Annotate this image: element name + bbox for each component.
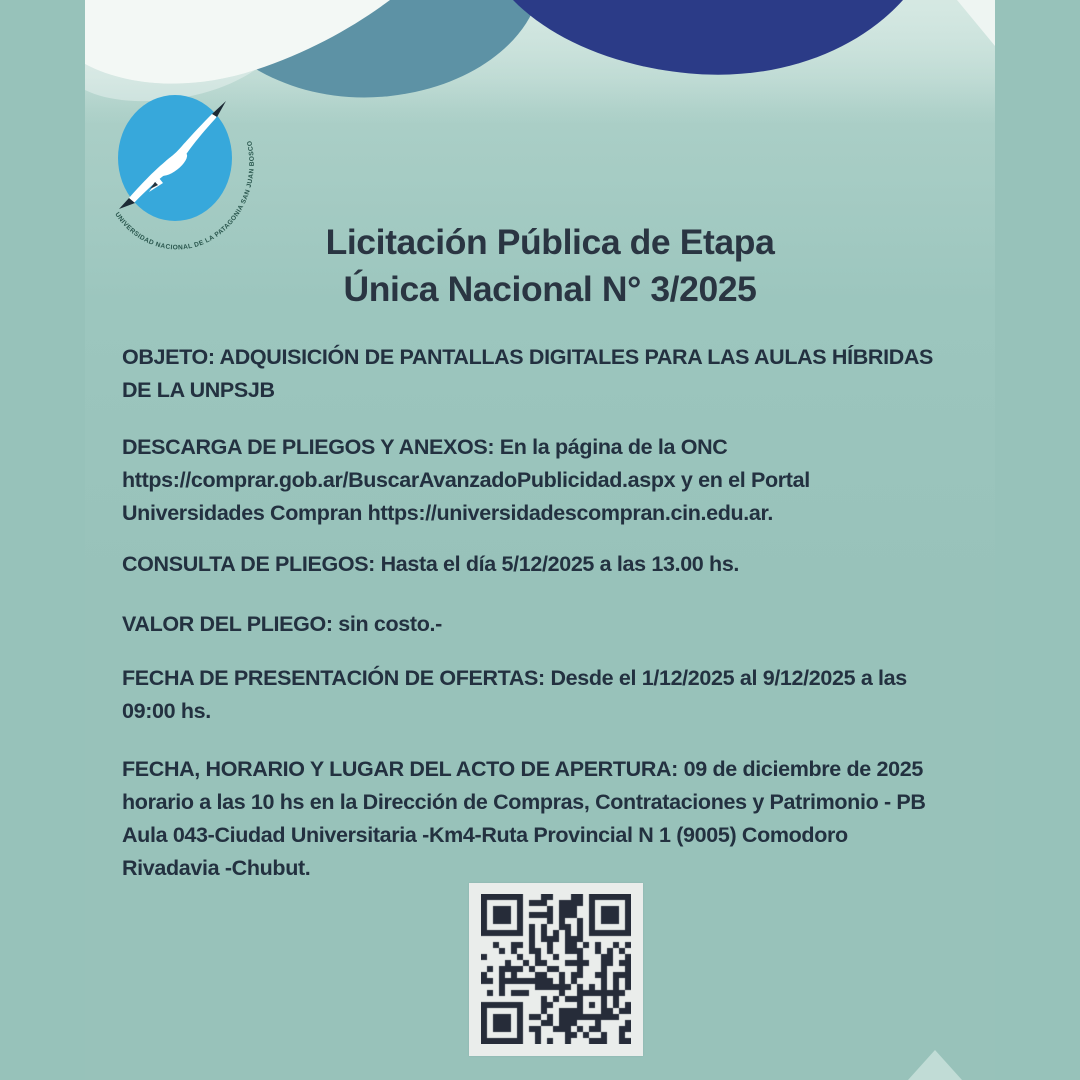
paragraph-line: FECHA, HORARIO Y LUGAR DEL ACTO DE APERTURA: 09 de diciembre de 2025: [122, 757, 923, 781]
paragraph-line: VALOR DEL PLIEGO: sin costo.-: [122, 612, 442, 636]
title-line-2: Única Nacional N° 3/2025: [343, 269, 757, 309]
paragraph-line: FECHA DE PRESENTACIÓN DE OFERTAS: Desde el 1/12/2025 al 9/12/2025 a las: [122, 666, 907, 690]
paragraph: [122, 608, 970, 641]
bottom-light-triangle: [908, 1050, 962, 1080]
paragraph-line: DESCARGA DE PLIEGOS Y ANEXOS: En la página de la ONC: [122, 435, 728, 459]
logo-ring-text: UNIVERSIDAD NACIONAL DE LA PATAGONIA SAN JUAN BOSCO: [113, 139, 256, 251]
paragraph: [122, 662, 970, 728]
paragraph-line: horario a las 10 hs en la Dirección de Compras, Contrataciones y Patrimonio - PB: [122, 790, 926, 814]
paragraph: [122, 431, 970, 530]
paragraph: [122, 548, 970, 581]
poster: [85, 0, 995, 1080]
paragraph: [122, 341, 970, 407]
paragraph-line: 09:00 hs.: [122, 699, 211, 723]
paragraph-line: Rivadavia -Chubut.: [122, 856, 311, 880]
title-line-1: Licitación Pública de Etapa: [325, 222, 775, 262]
paragraph-line: DE LA UNPSJB: [122, 378, 275, 402]
paragraph-line: OBJETO: ADQUISICIÓN DE PANTALLAS DIGITALES PARA LAS AULAS HÍBRIDAS: [122, 345, 934, 369]
paragraph-line: CONSULTA DE PLIEGOS: Hasta el día 5/12/2025 a las 13.00 hs.: [122, 552, 740, 576]
qr-code-card: [469, 883, 643, 1056]
paragraph-line: Aula 043-Ciudad Universitaria -Km4-Ruta Provincial N 1 (9005) Comodoro: [122, 823, 848, 847]
qr-code: [481, 894, 631, 1044]
paragraph-line: Universidades Compran https://universidadescompran.cin.edu.ar.: [122, 501, 773, 525]
paragraph-line: https://comprar.gob.ar/BuscarAvanzadoPublicidad.aspx y en el Portal: [122, 468, 810, 492]
paragraph: [122, 753, 970, 885]
